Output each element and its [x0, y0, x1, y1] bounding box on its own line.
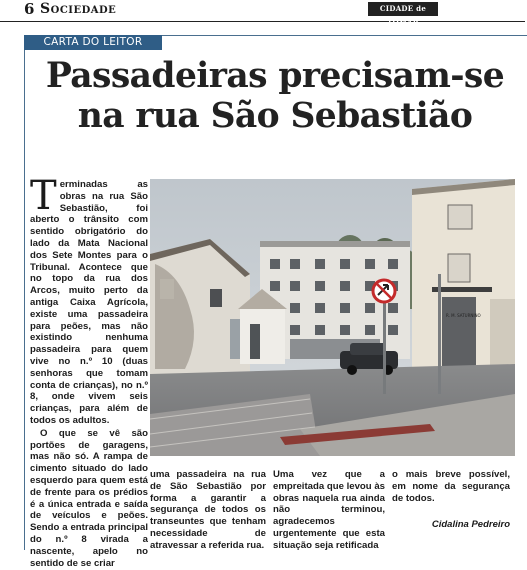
- section-tag: CARTA DO LEITOR: [24, 35, 162, 50]
- newspaper-logo: CIDADE de TOMAR: [368, 2, 438, 16]
- drop-cap: T: [30, 173, 57, 219]
- page-number: 6: [24, 0, 35, 18]
- article-column-4: o mais breve possível, em nome da segurança de todos.: [392, 469, 510, 504]
- article-column-2: uma passadeira na rua de São Sebastião por forma a garantir a segurança de todos os transeuntes que tenham necessidade de atravessar a referida rua.: [150, 469, 266, 551]
- author-signature: Cidalina Pedreiro: [431, 519, 510, 530]
- shop-sign-text: R. M. SATURNINO: [446, 313, 481, 318]
- article-column-3: Uma vez que a empreitada que levou às obras naquela rua ainda não terminou, agradecemos urgentemente que esta situação seja retificada: [273, 469, 385, 551]
- paragraph-1: [30, 173, 148, 427]
- article-column-1: [30, 173, 148, 570]
- article-title: Passadeiras precisam-se na rua São Sebastião: [45, 56, 505, 136]
- paragraph-1-text: erminadas as obras na rua São Sebastião, foi aberto o trânsito com sentido obrigatório do lado da Mata Nacional dos Sete Montes para o Tribunal. Acontece que no topo da rua dos Arcos, muito perto da antiga Caixa Agrícola, existe uma passadeira para peões, mas não existindo nenhuma passadeira para quem vive no n.º 10 (duas senhoras que tomam conta de crianças), no n.º 8, onde vivem seis crianças, para além de todos os adultos.: [30, 179, 148, 426]
- article-photo: [150, 179, 515, 456]
- section-name: Sociedade: [40, 1, 117, 17]
- page-header: [0, 0, 525, 27]
- street-scene-image: [150, 179, 515, 456]
- paragraph-2: O que se vê são portões de garagens, mas não só. A rampa de cimento situado do lado esquerdo para quem está de frente para os prédios é a única entrada e saída de veículos e peões. Sendo a entrada principal do n.º 8 virada a nascente, apelo no sentido de se criar: [30, 427, 148, 569]
